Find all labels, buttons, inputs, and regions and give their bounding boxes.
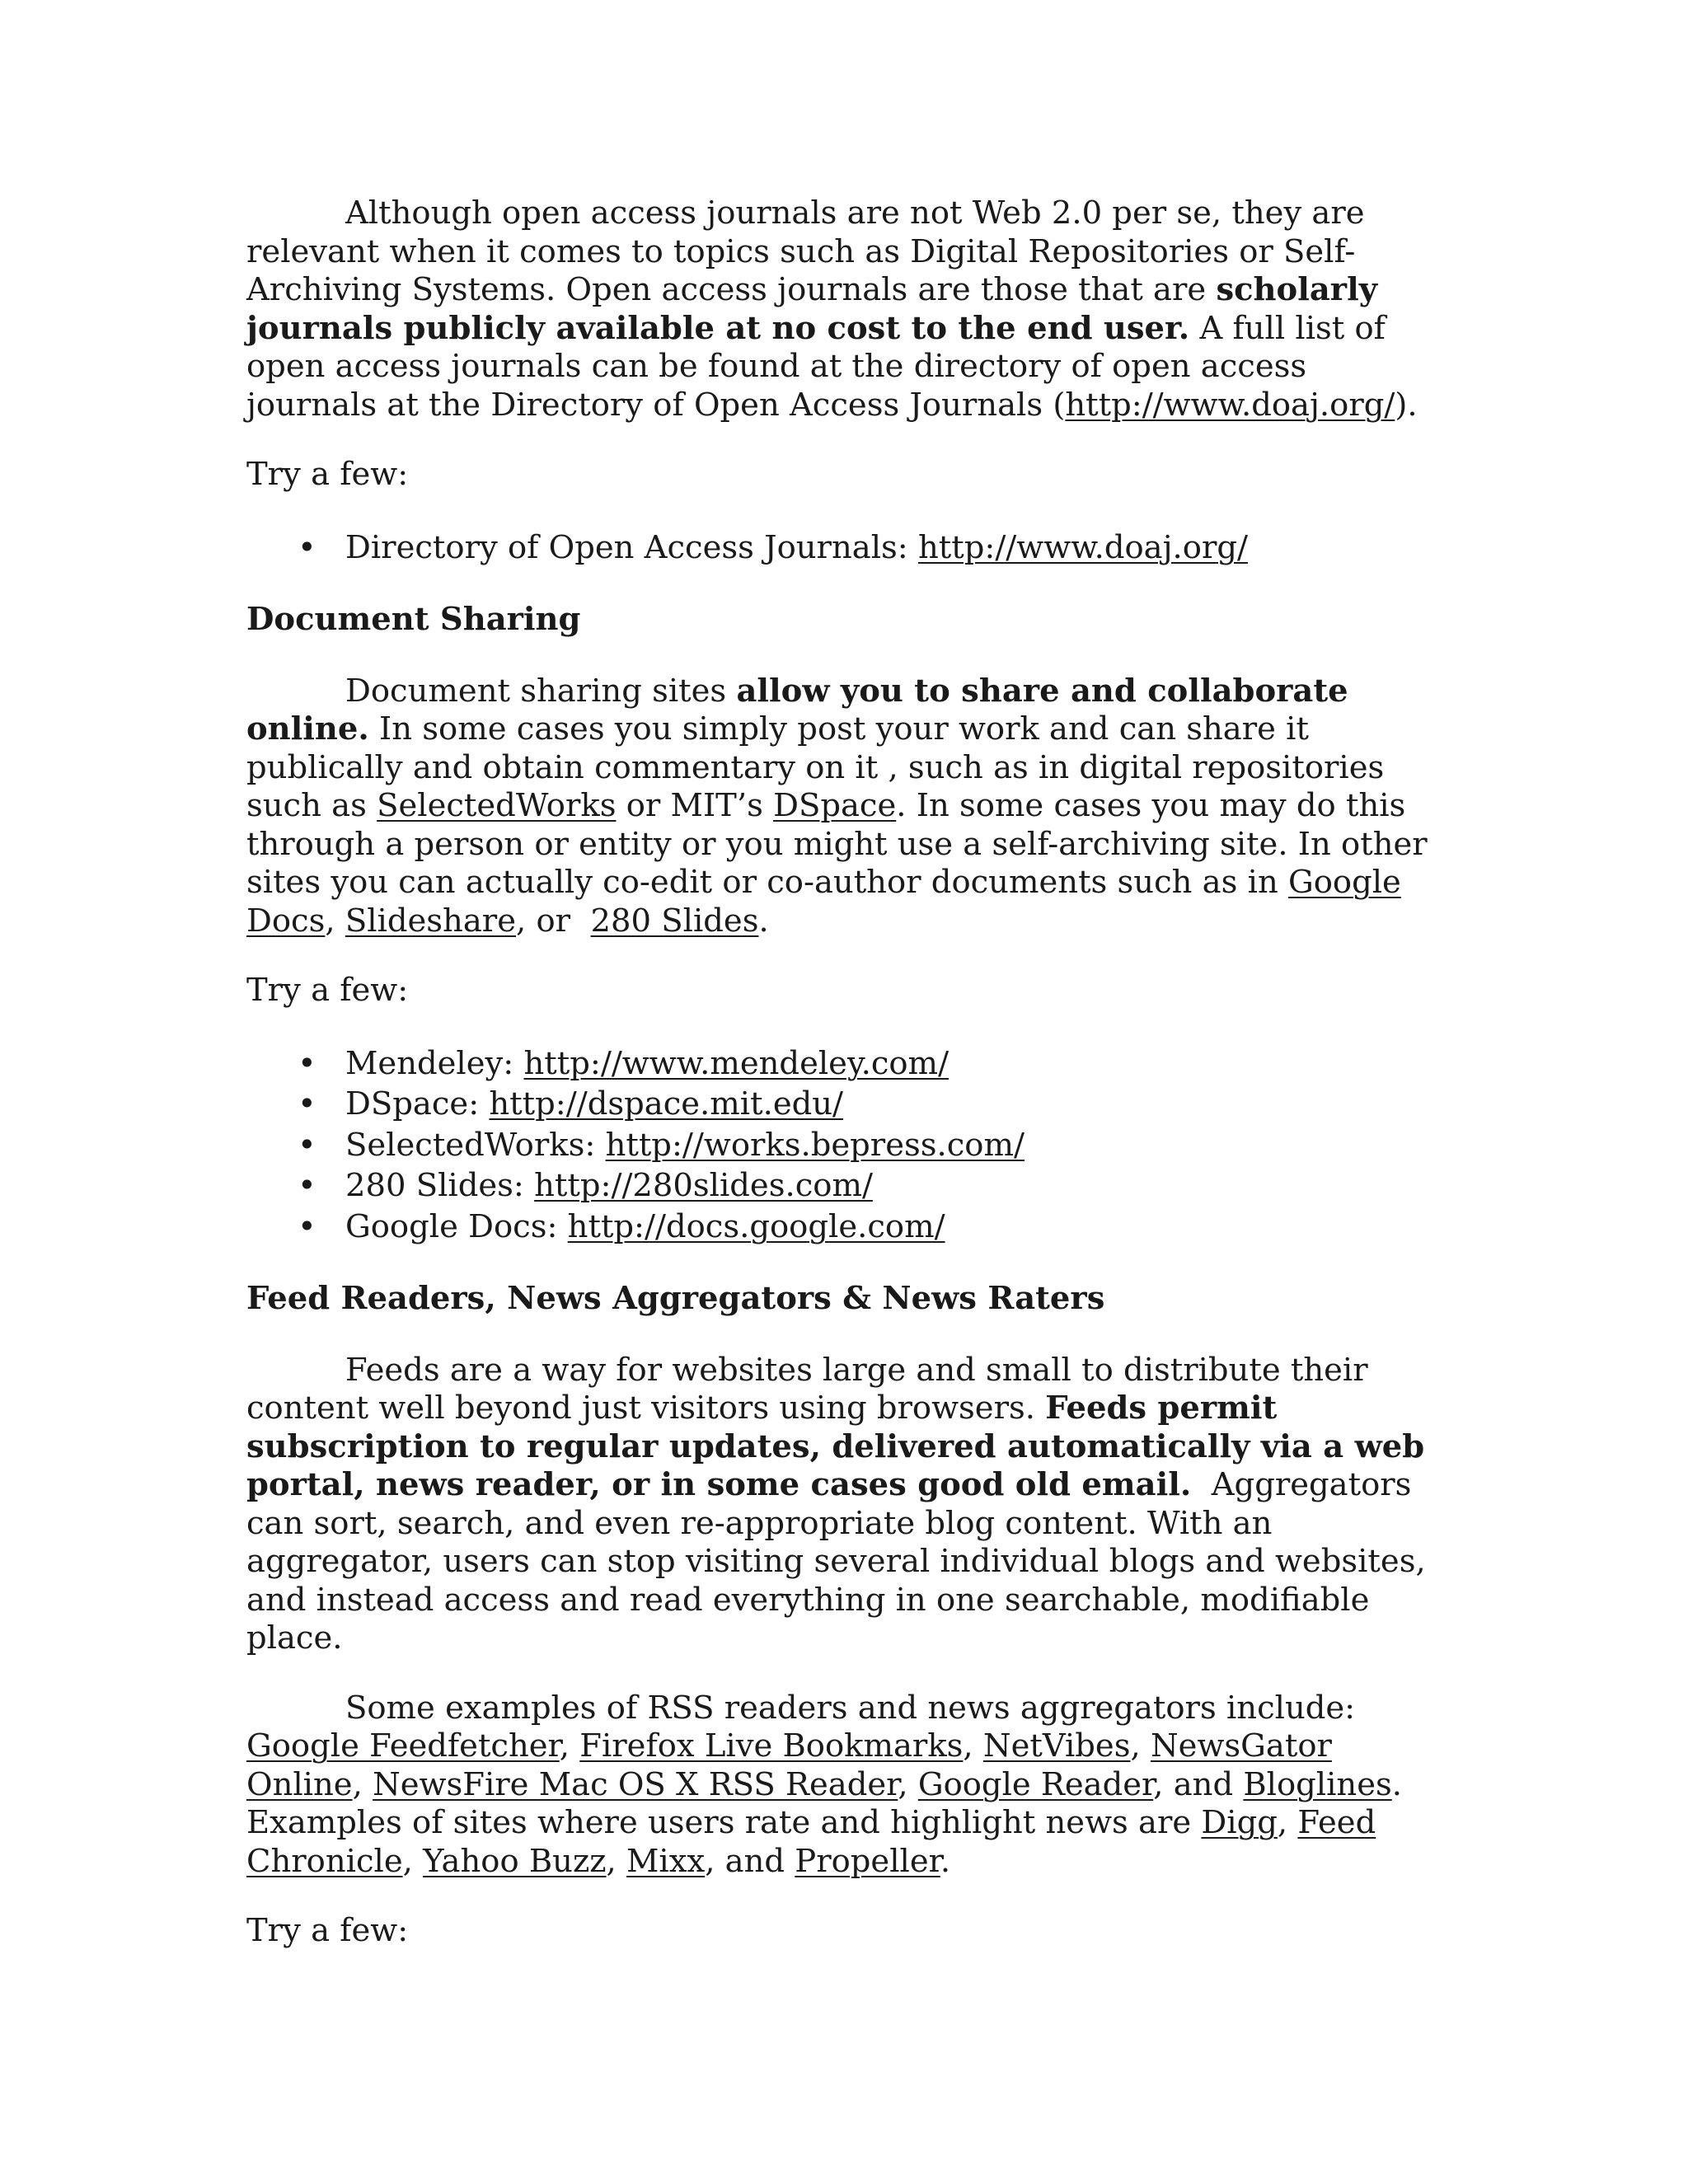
bullet-icon: • <box>298 1167 316 1204</box>
separator-text: , <box>963 1727 983 1765</box>
feed-chronicle-link[interactable]: Feed Chronicle <box>246 1804 1376 1880</box>
separator-text: , <box>559 1727 580 1765</box>
paragraph-text: . Examples of sites where users rate and highlight news are <box>246 1765 1403 1841</box>
intro-bold-text: scholarly journals publicly available at no cost to the end user. <box>246 271 1378 347</box>
paragraph-text: Feeds are a way for websites large and small to distribute their content well beyond just visitors using browsers. <box>246 1351 1368 1427</box>
section-heading-document-sharing: Document Sharing <box>246 601 581 638</box>
bullet-icon: • <box>298 1126 316 1164</box>
paragraph-text: . <box>758 902 769 940</box>
bullet-icon: • <box>298 1044 316 1082</box>
netvibes-link[interactable]: NetVibes <box>982 1727 1131 1765</box>
document-sharing-link-list <box>246 1043 1433 1248</box>
paragraph-text: , or <box>516 902 591 940</box>
paragraph-bold-text: Feeds permit subscription to regular updates, delivered automatically via a web portal, news reader, or in some cases good old email. <box>246 1390 1425 1503</box>
bloglines-link[interactable]: Bloglines <box>1243 1765 1392 1803</box>
google-reader-link[interactable]: Google Reader <box>917 1765 1154 1803</box>
list-item-link[interactable]: http://www.mendeley.com/ <box>523 1044 950 1082</box>
bullet-icon: • <box>298 1085 316 1122</box>
intro-text-cont: A full list of open access journals can be found at the directory of open access journals at the Directory of Open Access Journals ( <box>246 309 1386 424</box>
list-item <box>246 527 1433 569</box>
try-a-few-label: Try a few: <box>246 456 409 493</box>
separator-text: , <box>898 1765 918 1803</box>
paragraph-text: Document sharing sites <box>345 672 737 710</box>
paragraph-bold-text: allow you to share and collaborate online. <box>246 672 1348 748</box>
try-a-few-label: Try a few: <box>246 972 409 1009</box>
document-page <box>246 194 1436 1951</box>
separator-text: , <box>1130 1727 1151 1765</box>
paragraph-text: . In some cases you may do this through a person or entity or you might use a self-archiving site. In other sites you can actually co-edit or co-author documents such as in <box>246 787 1428 901</box>
list-item-link[interactable]: http://docs.google.com/ <box>567 1207 945 1245</box>
google-docs-link[interactable]: Google Docs <box>246 864 1401 940</box>
mixx-link[interactable]: Mixx <box>626 1842 706 1880</box>
section-heading-feed-readers: Feed Readers, News Aggregators & News Raters <box>246 1280 1105 1317</box>
bullet-icon: • <box>298 1207 316 1245</box>
document-sharing-paragraph <box>246 673 1433 941</box>
list-item-label: Google Docs: <box>345 1207 568 1245</box>
separator-text: , <box>1277 1804 1298 1841</box>
list-item-label: DSpace: <box>345 1085 490 1122</box>
feed-readers-paragraph-1 <box>246 1351 1436 1658</box>
selectedworks-link[interactable]: SelectedWorks <box>377 787 617 824</box>
intro-paragraph <box>246 194 1433 424</box>
paragraph-text: . <box>940 1842 951 1880</box>
digg-link[interactable]: Digg <box>1201 1804 1278 1841</box>
intro-link-list <box>246 527 1433 569</box>
slideshare-link[interactable]: Slideshare <box>345 902 516 940</box>
doaj-inline-link[interactable]: http://www.doaj.org/ <box>1065 386 1395 424</box>
list-item-label: Directory of Open Access Journals: <box>345 528 918 566</box>
paragraph-text: In some cases you simply post your work and can share it publically and obtain commentary on it , such as in digital repositories such as <box>246 710 1385 824</box>
separator-text: , <box>352 1765 373 1803</box>
list-item-link[interactable]: http://dspace.mit.edu/ <box>489 1085 844 1122</box>
list-item-link[interactable]: http://www.doaj.org/ <box>917 528 1248 566</box>
list-item <box>246 1125 1433 1166</box>
list-item <box>246 1043 1433 1085</box>
separator-text: , <box>402 1842 424 1880</box>
bullet-icon: • <box>298 528 316 566</box>
dspace-link[interactable]: DSpace <box>773 787 897 824</box>
280-slides-link[interactable]: 280 Slides <box>590 902 759 940</box>
list-item-label: 280 Slides: <box>345 1167 535 1204</box>
list-item-link[interactable]: http://280slides.com/ <box>534 1167 873 1204</box>
list-item <box>246 1165 1433 1207</box>
paragraph-text: Some examples of RSS readers and news aggregators include: <box>345 1689 1356 1727</box>
try-a-few-label: Try a few: <box>246 1912 409 1949</box>
firefox-live-bookmarks-link[interactable]: Firefox Live Bookmarks <box>579 1727 964 1765</box>
separator-text: , <box>606 1842 627 1880</box>
newsgator-online-link[interactable]: NewsGator Online <box>246 1727 1332 1803</box>
intro-text: Although open access journals are not Web 2.0 per se, they are relevant when it comes to topics such as Digital Repositories or Self-Archiving Systems. Open access journals are those that are <box>246 194 1365 308</box>
paragraph-text: or MIT’s <box>616 787 774 824</box>
list-item <box>246 1084 1433 1125</box>
paragraph-text: Aggregators can sort, search, and even re-appropriate blog content. With an aggregator, users can stop visiting several individual blogs and websites, and instead access and read everything in one searchable, modifiable place. <box>246 1466 1436 1657</box>
list-item-label: Mendeley: <box>345 1044 524 1082</box>
separator-text: , and <box>705 1842 795 1880</box>
google-feedfetcher-link[interactable]: Google Feedfetcher <box>246 1727 560 1765</box>
list-item <box>246 1207 1433 1248</box>
yahoo-buzz-link[interactable]: Yahoo Buzz <box>423 1842 607 1880</box>
list-item-link[interactable]: http://works.bepress.com/ <box>605 1126 1025 1164</box>
separator-text: , and <box>1153 1765 1244 1803</box>
list-item-label: SelectedWorks: <box>345 1126 606 1164</box>
propeller-link[interactable]: Propeller <box>795 1842 940 1880</box>
feed-readers-paragraph-2 <box>246 1690 1433 1882</box>
intro-text-end: ). <box>1395 386 1418 424</box>
paragraph-text: , <box>325 902 345 940</box>
newsfire-link[interactable]: NewsFire Mac OS X RSS Reader <box>373 1765 898 1803</box>
